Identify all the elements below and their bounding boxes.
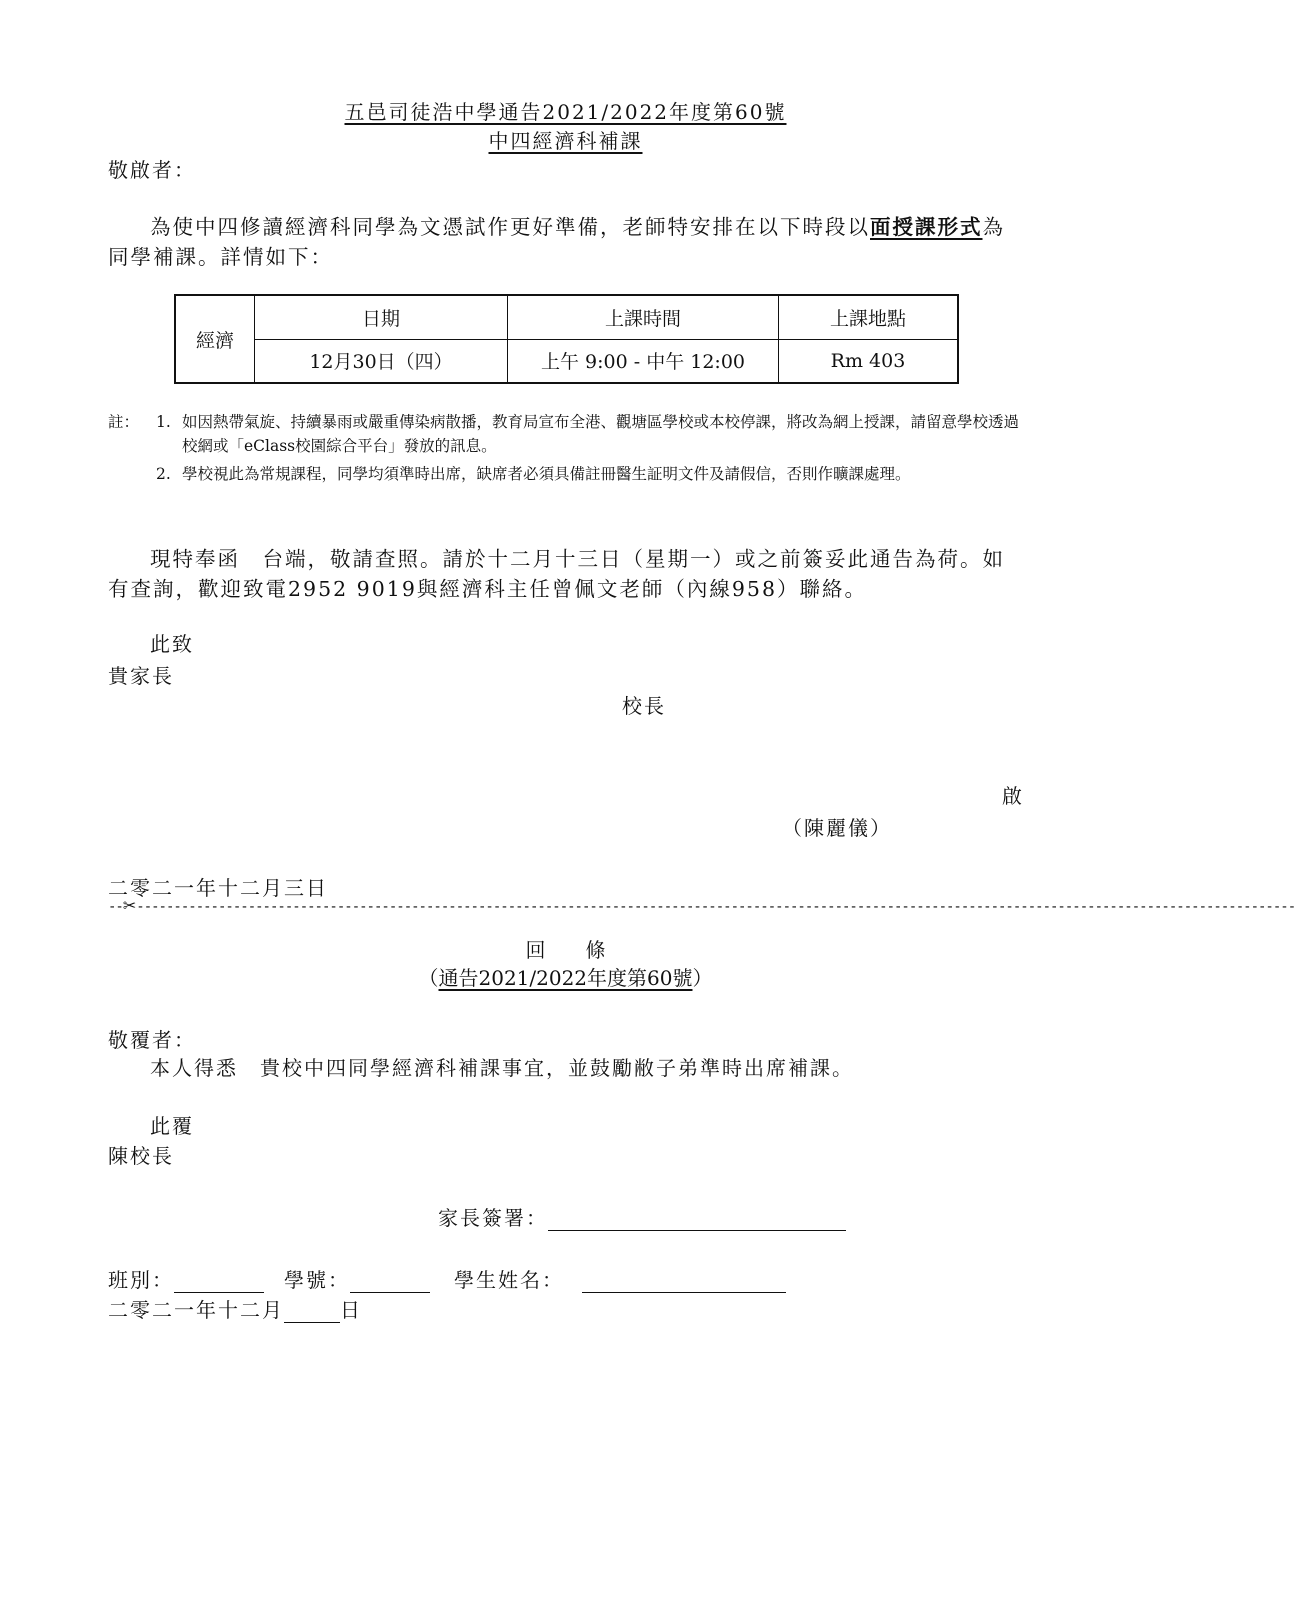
parent-signature-label: 家長簽署： (438, 1206, 548, 1230)
notice-date: 二零二一年十二月三日 (108, 876, 328, 900)
ref-open: （ (418, 966, 439, 990)
body-line-2: 有查詢，歡迎致電2952 9019與經濟科主任曾佩文老師（內線958）聯絡。 (108, 577, 867, 601)
class-label: 班別： (108, 1268, 174, 1292)
note-number: 1. (156, 413, 171, 431)
note-number: 2. (156, 465, 171, 483)
ref-close: ） (692, 966, 713, 990)
reply-title: 回 條 (525, 938, 606, 962)
schedule-table (174, 294, 959, 384)
header-time: 上課時間 (508, 295, 779, 339)
principal-name: （陳麗儀） (782, 816, 892, 840)
closing-ci-zhi: 此致 (150, 632, 194, 656)
reply-date-suffix: 日 (340, 1298, 362, 1322)
body-line-1: 現特奉函 台端，敬請查照。請於十二月十三日（星期一）或之前簽妥此通告為荷。如 (150, 547, 1005, 571)
cell-date: 12月30日（四） (255, 339, 508, 383)
class-field[interactable] (174, 1272, 264, 1293)
intro-text-a: 為使中四修讀經濟科同學為文憑試作更好準備，老師特安排在以下時段以 (150, 215, 870, 239)
closing-recipient: 貴家長 (108, 664, 174, 688)
header-date: 日期 (255, 295, 508, 339)
student-number-label: 學號： (284, 1268, 350, 1292)
intro-line-2: 同學補課。詳情如下： (108, 245, 333, 269)
student-name-field[interactable] (582, 1272, 786, 1293)
header-venue: 上課地點 (779, 295, 959, 339)
student-number-field[interactable] (350, 1272, 430, 1293)
scissors-icon: ✂ (122, 896, 137, 915)
student-info-row (108, 1264, 786, 1293)
closing-qi: 啟 (1002, 784, 1022, 808)
reply-day-field[interactable] (284, 1302, 340, 1323)
cell-venue: Rm 403 (779, 339, 959, 383)
cut-line: --✂------------------------------------------------------------------------------------------------------------------------------------------------------------ (108, 896, 1295, 915)
notes-section (108, 410, 1028, 486)
notice-title: 五邑司徒浩中學通告2021/2022年度第60號 (344, 100, 787, 124)
parent-signature-field[interactable] (548, 1210, 846, 1231)
notice-subtitle: 中四經濟科補課 (488, 129, 643, 153)
reply-body: 本人得悉 貴校中四同學經濟科補課事宜，並鼓勵敝子弟準時出席補課。 (150, 1056, 854, 1080)
reply-greeting: 敬覆者： (108, 1028, 196, 1052)
reply-date-prefix: 二零二一年十二月 (108, 1298, 284, 1322)
note-text: 學校視此為常規課程，同學均須準時出席，缺席者必須具備註冊醫生証明文件及請假信，否則作曠課處理。 (182, 465, 911, 483)
cell-time: 上午 9:00 - 中午 12:00 (508, 339, 779, 383)
student-name-label: 學生姓名： (454, 1268, 564, 1292)
notes-lead: 註： (108, 413, 140, 431)
reply-ci-fu: 此覆 (150, 1114, 194, 1138)
principal-title: 校長 (622, 694, 666, 718)
ref-text: 通告2021/2022年度第60號 (438, 966, 693, 990)
reply-to: 陳校長 (108, 1144, 174, 1168)
reply-reference (0, 962, 1131, 991)
note-item (108, 462, 1028, 486)
note-text: 如因熱帶氣旋、持續暴雨或嚴重傳染病散播，教育局宣布全港、觀塘區學校或本校停課，將改為網上授課，請留意學校透過校網或「eClass校園綜合平台」發放的訊息。 (182, 413, 1020, 455)
subject-cell: 經濟 (175, 295, 255, 383)
reply-date-row (108, 1294, 362, 1323)
intro-emphasis: 面授課形式 (870, 215, 983, 239)
note-item (108, 410, 1028, 458)
intro-text-b: 為 (982, 215, 1005, 239)
intro-line-1 (150, 210, 1005, 240)
greeting: 敬啟者： (108, 158, 196, 182)
parent-signature-row (438, 1202, 846, 1231)
